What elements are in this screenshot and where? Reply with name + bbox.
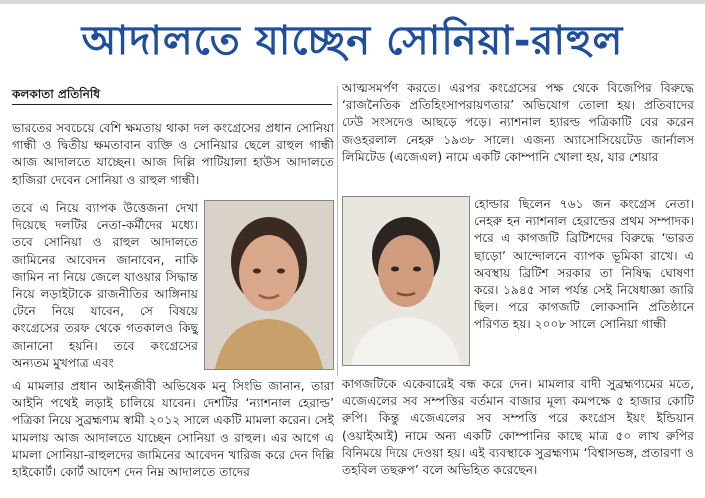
paragraph-right-lower: কাগজটিকে একেবারেই বন্ধ করে দেন। মামলার বাদী সুব্রহ্মণ্যমের মতে, এজেএলের সব সম্পত্তির বর্তমান বাজার মূল্য কমপক্ষে ৫ হাজার কোটি রুপি। কিন্তু এজেএলের সব সম্পত্তি পরে কংগ্রেস ইয়ং ইন্ডিয়ান (ওয়াইআই) নামে অন্য একটি কোম্পানির কাছে মাত্র ৫০ লাখ রুপির বিনিময়ে দিয়ে দেওয়া হয়। এই ব্যবস্থাকে সুব্রহ্মণ্যম ‘বিশ্বাসভঙ্গ, প্রতারণা ও তহবিল তছরুপ’ বলে অভিহিত করেছেন। <box>342 377 694 478</box>
paragraph-lower-left: এ মামলার প্রধান আইনজীবী অভিষেক মনু সিংভি জানান, তারা আইনি পথেই লড়াই চালিয়ে যাবেন। দেশটির ‘ন্যাশনাল হেরাল্ড’ পত্রিকা নিয়ে সুব্রহ্মণ্যম স্বামী ২০১২ সালে একটি মামলা করেন। সেই মামলায় আজ আদালতে যাচ্ছেন সোনিয়া ও রাহুল। এর আগে এ মামলা সোনিয়া-রাহুলদের জামিনের আবেদন খারিজ করে দেন দিল্লি হাইকোর্ট। কোর্ট আদেশ দেন নিম্ন আদালতে তাদের <box>12 379 334 480</box>
paragraph-right-wrap: হোল্ডার ছিলেন ৭৬১ জন কংগ্রেস নেতা। নেহরু হন ন্যাশনাল হেরাল্ডের প্রথম সম্পাদক। পরে এ কাগজটি ব্রিটিশদের বিরুদ্ধে ‘ভারত ছাড়ো’ আন্দোলনে ব্যাপক ভূমিকা রাখে। এ অবস্থায় ব্রিটিশ সরকার তা নিষিদ্ধ ঘোষণা করে। ১৯৪৫ সাল পর্যন্ত সেই নিষেধাজ্ঞা জারি ছিল। পরে কাগজটি লোকসানি প্রতিষ্ঠানে পরিণত হয়। ২০০৮ সালে সোনিয়া গান্ধী <box>474 197 694 332</box>
byline-rule <box>12 104 332 105</box>
rahul-gandhi-photo <box>342 196 470 366</box>
headline: আদালতে যাচ্ছেন সোনিয়া-রাহুল <box>81 18 624 64</box>
byline: কলকাতা প্রতিনিধি <box>12 87 101 101</box>
portrait-photo-icon <box>343 197 469 365</box>
column-rule <box>337 86 338 376</box>
paragraph-wrap: তবে এ নিয়ে ব্যাপক উত্তেজনা দেখা দিয়েছে দলটির নেতা-কর্মীদের মধ্যে। তবে সোনিয়া ও রাহুল আদালতে জামিনের আবেদন জানাবেন, নাকি জামিন না নিয়ে জেলে যাওয়ার সিদ্ধান্ত নিয়ে লড়াইটাকে রাজনীতির আঙ্গিনায় টেনে নিয়ে যাবেন, সে বিষয়ে কংগ্রেসের তরফ থেকে গতকালও কিছু জানানো হয়নি। তবে কংগ্রেসের অন্যতম মুখপাত্র এবং <box>12 201 198 370</box>
paragraph-right-top: আত্মসমর্পণ করতে। এরপর কংগ্রেসের পক্ষ থেকে বিজেপির বিরুদ্ধে ‘রাজনৈতিক প্রতিহিংসাপরায়ণতার’ অভিযোগ তোলা হয়। প্রতিবাদের ঢেউ সংসদেও আছড়ে পড়ে। ন্যাশনাল হ্যারল্ড পত্রিকাটি বের করেন জওহরলাল নেহরু ১৯৩৮ সালে। এজন্য অ্যাসোসিয়েটেড জার্নালস লিমিটেড (এজেএল) নামে একটি কোম্পানি খোলা হয়, যার শেয়ার <box>342 81 694 164</box>
top-rule <box>0 0 705 4</box>
portrait-photo-icon <box>205 201 333 369</box>
sonia-gandhi-photo <box>204 200 334 370</box>
paragraph-intro: ভারতের সবচেয়ে বেশি ক্ষমতায় থাকা দল কংগ্রেসের প্রধান সোনিয়া গান্ধী ও দ্বিতীয় ক্ষমতাবান ব্যক্তি ও সোনিয়ার ছেলে রাহুল গান্ধী আজ আদালতে যাচ্ছেন। আজ দিল্লি পাটিয়ালা হাউস আদালতে হাজিরা দেবেন সোনিয়া ও রাহুল গান্ধী। <box>12 121 334 187</box>
